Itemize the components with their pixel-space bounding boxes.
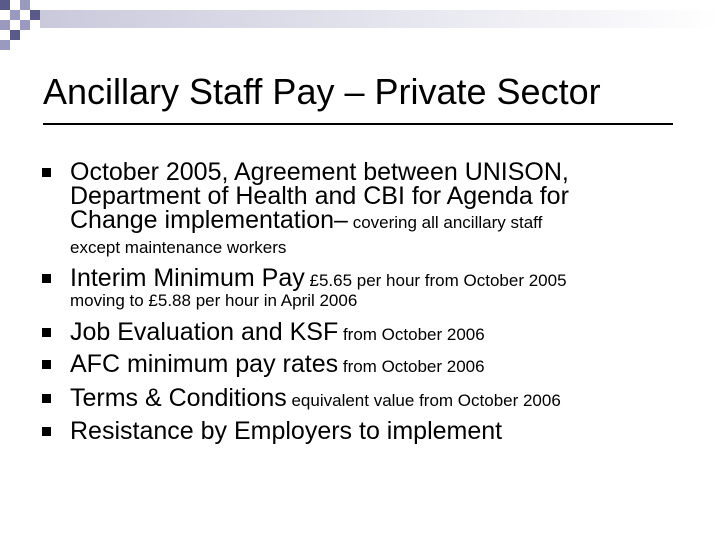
bullet-text-large: Terms & Conditions — [70, 384, 287, 412]
bullet-text-small: from October 2006 — [338, 357, 485, 376]
square-bullet-icon — [42, 168, 51, 177]
bullet-text-large: Change implementation– — [70, 206, 348, 234]
title-divider — [43, 123, 673, 125]
square-bullet-icon — [42, 427, 51, 436]
bullet-item-line — [70, 208, 542, 233]
bullet-item-line — [70, 320, 485, 345]
bullet-text-small: £5.65 per hour from October 2005 — [304, 271, 567, 290]
bullet-item-line: October 2005, Agreement between UNISON, — [70, 158, 569, 186]
bullet-item-line: Department of Health and CBI for Agenda for — [70, 182, 569, 210]
bullet-text-large: Interim Minimum Pay — [70, 264, 305, 292]
bullet-text-large: AFC minimum pay rates — [70, 350, 339, 378]
bullet-continuation: moving to £5.88 per hour in April 2006 — [70, 291, 358, 310]
square-bullet-icon — [42, 274, 51, 283]
bullet-text-large: Resistance by Employers to implement — [70, 417, 503, 445]
square-bullet-icon — [42, 394, 51, 403]
decorative-header-pattern — [0, 0, 720, 60]
square-bullet-icon — [42, 360, 51, 369]
slide-title: Ancillary Staff Pay – Private Sector — [43, 71, 601, 112]
bullet-item-line — [70, 419, 502, 444]
bullet-text-small: equivalent value from October 2006 — [286, 391, 561, 410]
bullet-item-line — [70, 386, 561, 411]
bullet-continuation: except maintenance workers — [70, 238, 287, 257]
bullet-item-line — [70, 352, 485, 377]
bullet-text-small: covering all ancillary staff — [347, 213, 543, 232]
square-bullet-icon — [42, 328, 51, 337]
bullet-item-line — [70, 266, 567, 291]
bullet-text-small: from October 2006 — [338, 325, 485, 344]
bullet-text-large: Job Evaluation and KSF — [70, 318, 339, 346]
